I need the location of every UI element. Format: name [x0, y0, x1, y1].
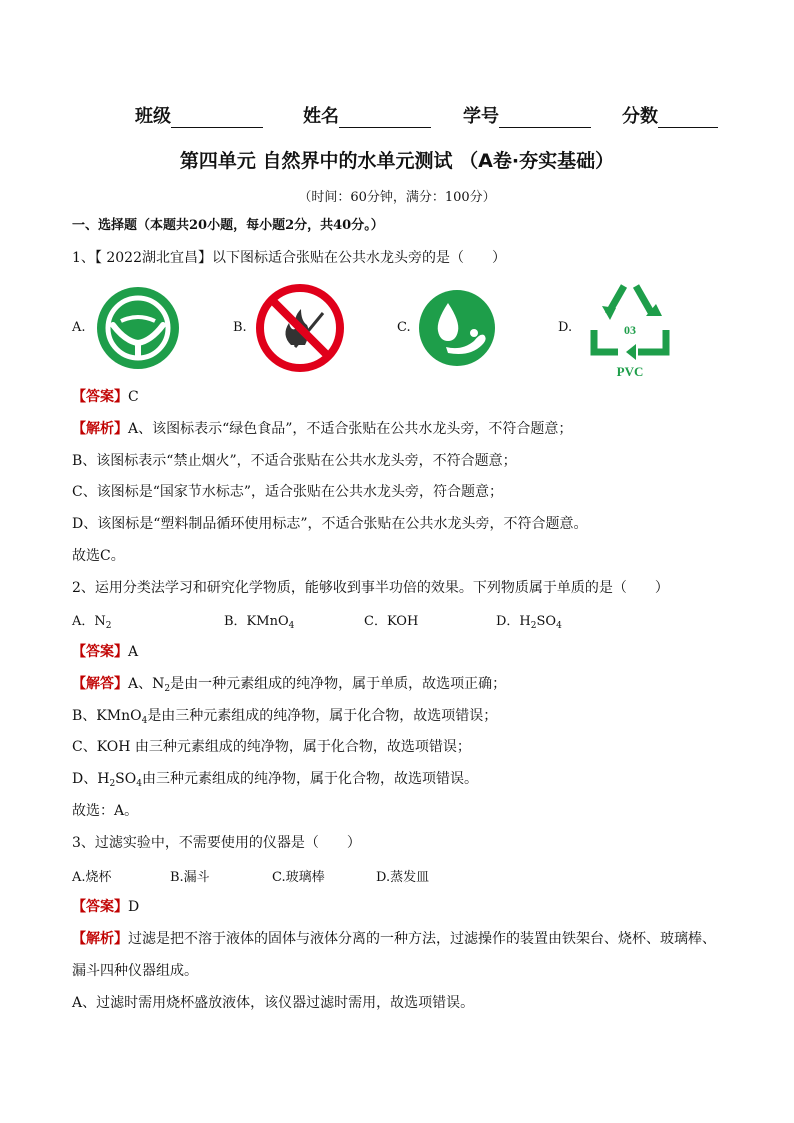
section-heading: 一、选择题（本题共20小题，每小题2分，共40分。） [72, 218, 384, 233]
no-fire-icon [255, 283, 345, 373]
class-blank[interactable] [171, 109, 263, 128]
q2-option-d: D．$H_2SO_4$ [496, 614, 562, 631]
q1-stem: 1、【 2022湖北宜昌】以下图标适合张贴在公共水龙头旁的是（ ） [72, 250, 506, 266]
q1-option-b-label: B. [233, 320, 247, 335]
q2-analysis-line-4: D、$H_2SO_4$由三种元素组成的纯净物，属于化合物，故选项错误。 [72, 771, 478, 789]
q3-analysis-line-1: 【解析】过滤是把不溶于液体的固体与液体分离的一种方法，过滤操作的装置由铁架台、烧杯、玻璃棒、 [72, 931, 716, 947]
q2-analysis-line-2: B、KMnO$_4$是由三种元素组成的纯净物，属于化合物，故选项错误； [72, 708, 498, 726]
q2-analysis-line-3: C、KOH 由三种元素组成的纯净物，属于化合物，故选项错误； [72, 739, 471, 755]
q3-option-d: D.蒸发皿 [376, 870, 430, 885]
q1-option-d-label: D. [558, 320, 573, 335]
q1-analysis-line-2: B、该图标表示“禁止烟火”，不适合张贴在公共水龙头旁，不符合题意； [72, 453, 517, 469]
id-blank[interactable] [499, 109, 591, 128]
q2-stem: 2、运用分类法学习和研究化学物质，能够收到事半功倍的效果。下列物质属于单质的是（ ） [72, 580, 669, 596]
recycle-material: PVC [616, 364, 644, 379]
q3-option-b: B.漏斗 [170, 870, 210, 885]
q3-analysis-line-2: 漏斗四种仪器组成。 [72, 963, 198, 979]
q1-option-c-label: C. [397, 320, 411, 335]
score-blank[interactable] [658, 109, 718, 128]
class-field[interactable]: 班级 [135, 102, 263, 128]
q1-analysis-line-3: C、该图标是“国家节水标志”，适合张贴在公共水龙头旁，符合题意； [72, 484, 504, 500]
page-title: 第四单元 自然界中的水单元测试 （A卷·夯实基础） [179, 150, 615, 172]
water-saving-icon [418, 289, 496, 367]
q3-answer: 【答案】D [72, 899, 140, 915]
page-subtitle: （时间：60分钟，满分：100分） [298, 190, 496, 205]
q2-option-b: B．KMnO$_4$ [224, 614, 295, 631]
q2-option-c: C．KOH [364, 614, 419, 629]
q3-analysis-line-3: A、过滤时需用烧杯盛放液体，该仪器过滤时需用，故选项错误。 [72, 995, 475, 1011]
name-field[interactable]: 姓名 [303, 102, 431, 128]
q2-answer: 【答案】A [72, 644, 139, 660]
q1-analysis-line-4: D、该图标是“塑料制品循环使用标志”，不适合张贴在公共水龙头旁，不符合题意。 [72, 516, 588, 532]
q1-option-a-label: A. [72, 320, 86, 335]
recycle-pvc-icon [586, 280, 674, 380]
q2-option-a: A．$N_2$ [72, 614, 112, 631]
q2-analysis-line-1: 【解答】A、$N_2$是由一种元素组成的纯净物，属于单质，故选项正确； [72, 676, 507, 694]
q1-answer: 【答案】C [72, 389, 139, 405]
q1-conclusion: 故选C。 [72, 548, 125, 564]
q3-stem: 3、过滤实验中，不需要使用的仪器是（ ） [72, 835, 361, 851]
q1-analysis-line-1: 【解析】A、该图标表示“绿色食品”，不适合张贴在公共水龙头旁，不符合题意； [72, 421, 573, 437]
student-id-field[interactable]: 学号 [463, 102, 591, 128]
recycle-number: 03 [624, 323, 636, 337]
green-food-icon [95, 285, 181, 371]
q3-option-a: A.烧杯 [72, 870, 112, 885]
q2-conclusion: 故选：A。 [72, 803, 139, 819]
name-blank[interactable] [339, 109, 431, 128]
score-field[interactable]: 分数 [622, 102, 718, 128]
q3-option-c: C.玻璃棒 [272, 870, 325, 885]
